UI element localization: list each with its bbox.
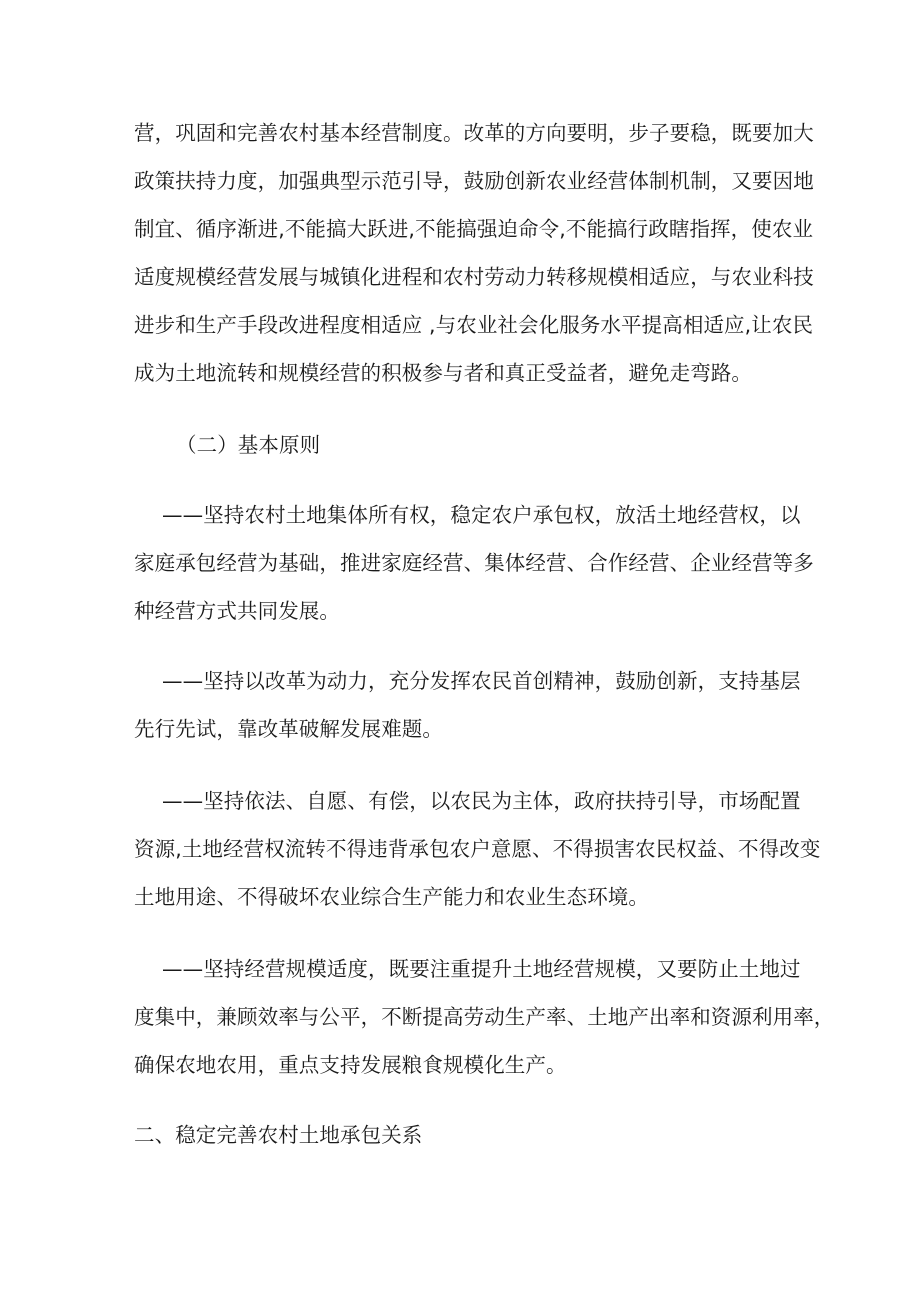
principle-4-line-3: 确保农地农用，重点支持发展粮食规模化生产。 [134,1053,567,1077]
principle-3-line-2: 资源,土地经营权流转不得违背承包农户意愿、不得损害农民权益、不得改变 [134,837,821,861]
principle-1-line-1: ——坚持农村土地集体所有权，稳定农户承包权，放活土地经营权，以 [162,503,801,527]
principle-4-line-2: 度集中，兼顾效率与公平，不断提高劳动生产率、土地产出率和资源利用率， [134,1005,835,1029]
paragraph-intro-line-6: 成为土地流转和规模经营的积极参与者和真正受益者，避免走弯路。 [134,361,752,385]
principle-1-line-2: 家庭承包经营为基础，推进家庭经营、集体经营、合作经营、企业经营等多 [134,551,814,575]
paragraph-intro-line-1: 营，巩固和完善农村基本经营制度。改革的方向要明，步子要稳，既要加大 [134,121,814,145]
principle-3-line-1: ——坚持依法、自愿、有偿，以农民为主体，政府扶持引导，市场配置 [162,789,801,813]
paragraph-intro-line-2: 政策扶持力度，加强典型示范引导，鼓励创新农业经营体制机制，又要因地 [134,169,814,193]
subheading-basic-principles: （二）基本原则 [176,433,321,457]
paragraph-intro-line-3: 制宜、循序渐进,不能搞大跃进,不能搞强迫命令,不能搞行政瞎指挥，使农业 [134,217,814,241]
principle-3-line-3: 土地用途、不得破坏农业综合生产能力和农业生态环境。 [134,885,649,909]
principle-4-line-1: ——坚持经营规模适度，既要注重提升土地经营规模，又要防止土地过 [162,957,801,981]
section-heading: 二、稳定完善农村土地承包关系 [134,1123,423,1147]
principle-2-line-2: 先行先试，靠改革破解发展难题。 [134,717,443,741]
principle-2-line-1: ——坚持以改革为动力，充分发挥农民首创精神，鼓励创新，支持基层 [162,669,801,693]
principle-1-line-3: 种经营方式共同发展。 [134,599,340,623]
paragraph-intro-line-4: 适度规模经营发展与城镇化进程和农村劳动力转移规模相适应，与农业科技 [134,265,814,289]
paragraph-intro-line-5: 进步和生产手段改进程度相适应 ,与农业社会化服务水平提高相适应,让农民 [134,313,814,337]
